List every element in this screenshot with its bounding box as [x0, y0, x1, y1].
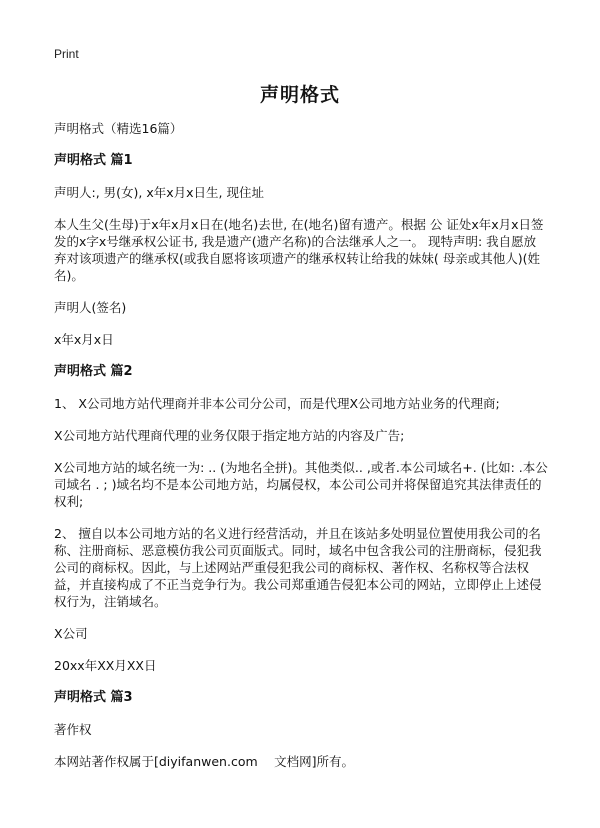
subtitle: 声明格式（精选16篇） [54, 121, 183, 136]
print-link[interactable]: Print [54, 47, 79, 61]
section-heading: 声明格式 篇1 [54, 153, 133, 168]
paragraph: X公司地方站的域名统一为: .. (为地名全拼)。其他类似.. ,或者.本公司域名+. (比如: .本公司域名 . ; )域名均不是本公司地方站，均属侵权，本公司公司并将保留追究其法律责任的权利; [54, 460, 548, 509]
section-heading: 声明格式 篇3 [54, 690, 133, 705]
page-title: 声明格式 [259, 84, 340, 106]
document-body [54, 120, 548, 785]
paragraph: 声明人:, 男(女), x年x月x日生, 现住址 [54, 185, 264, 200]
section-heading: 声明格式 篇2 [54, 364, 133, 379]
paragraph: 本人生父(生母)于x年x月x日在(地名)去世, 在(地名)留有遗产。根据 公 证处x年x月x日签发的x字x号继承权公证书, 我是遗产(遗产名称)的合法继承人之一。 现特声明: 我自愿放弃对该项遗产的继承权(或我自愿将该项遗产的继承权转让给我的妹妹( 母亲或其他人)(姓名)。 [54, 217, 544, 283]
paragraph: X公司地方站代理商代理的业务仅限于指定地方站的内容及广告; [54, 428, 405, 443]
paragraph: 20xx年XX月XX日 [54, 658, 157, 673]
paragraph: X公司 [54, 626, 88, 641]
paragraph: 著作权 [54, 722, 92, 737]
paragraph: x年x月x日 [54, 332, 114, 347]
paragraph: 声明人(签名) [54, 300, 127, 315]
paragraph: 本网站著作权属于[diyifanwen.com 文档网]所有。 [54, 754, 354, 769]
paragraph: 2、 擅自以本公司地方站的名义进行经营活动，并且在该站多处明显位置使用我公司的名称、注册商标、恶意模仿我公司页面版式。同时，域名中包含我公司的注册商标，侵犯我公司的商标权。因此，与上述网站严重侵犯我公司的商标权、著作权、名称权等合法权益，并直接构成了不正当竞争行为。我公司郑重通告侵犯本公司的网站，立即停止上述侵权行为，注销域名。 [54, 526, 542, 609]
paragraph: 1、 X公司地方站代理商并非本公司分公司，而是代理X公司地方站业务的代理商; [54, 396, 500, 411]
